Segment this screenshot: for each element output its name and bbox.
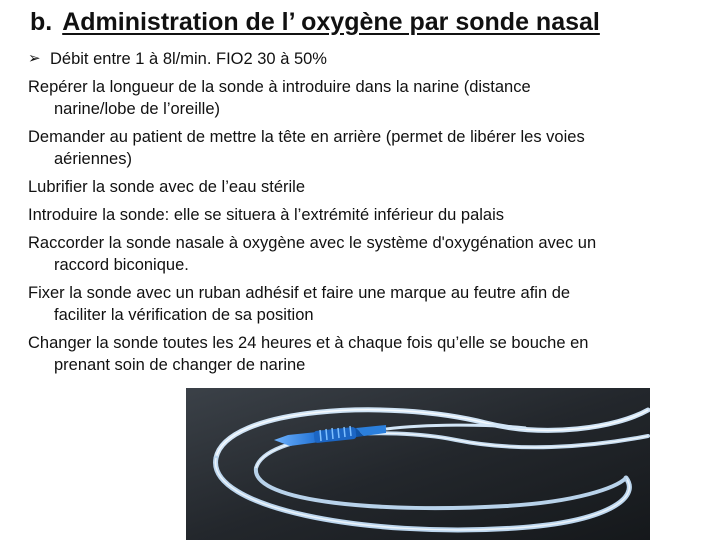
section-letter: b.	[30, 8, 53, 36]
paragraph-line-indented: prenant soin de changer de narine	[54, 356, 306, 374]
paragraph-line-indented: raccord biconique.	[54, 256, 189, 274]
paragraph-line-indented: faciliter la vérification de sa position	[54, 306, 314, 324]
paragraph-line: Repérer la longueur de la sonde à introduire dans la narine (distance	[28, 78, 531, 96]
paragraph-line: Changer la sonde toutes les 24 heures et à chaque fois qu’elle se bouche en	[28, 334, 589, 352]
paragraph-line: Lubrifier la sonde avec de l’eau stérile	[28, 178, 305, 196]
paragraph-line-indented: narine/lobe de l’oreille)	[54, 100, 221, 118]
bullet-text: Débit entre 1 à 8l/min. FIO2 30 à 50%	[50, 50, 327, 68]
paragraph	[28, 332, 698, 376]
title-text: Administration de l’ oxygène par sonde nasal	[62, 8, 600, 36]
slide-content	[28, 48, 698, 382]
paragraph	[28, 176, 698, 198]
paragraph-line: Fixer la sonde avec un ruban adhésif et faire une marque au feutre afin de	[28, 284, 571, 302]
paragraph-line: Raccorder la sonde nasale à oxygène avec le système d'oxygénation avec un	[28, 234, 597, 252]
slide-title	[30, 8, 600, 37]
arrow-bullet-icon: ➢	[28, 50, 41, 67]
bullet-item	[28, 48, 698, 70]
paragraph	[28, 232, 698, 276]
paragraph-line: Introduire la sonde: elle se situera à l’extrémité inférieur du palais	[28, 206, 505, 224]
paragraph	[28, 204, 698, 226]
paragraph	[28, 282, 698, 326]
paragraph	[28, 76, 698, 120]
paragraph-line-indented: aériennes)	[54, 150, 132, 168]
nasal-catheter-photo	[186, 388, 650, 540]
paragraph-line: Demander au patient de mettre la tête en arrière (permet de libérer les voies	[28, 128, 585, 146]
paragraph	[28, 126, 698, 170]
